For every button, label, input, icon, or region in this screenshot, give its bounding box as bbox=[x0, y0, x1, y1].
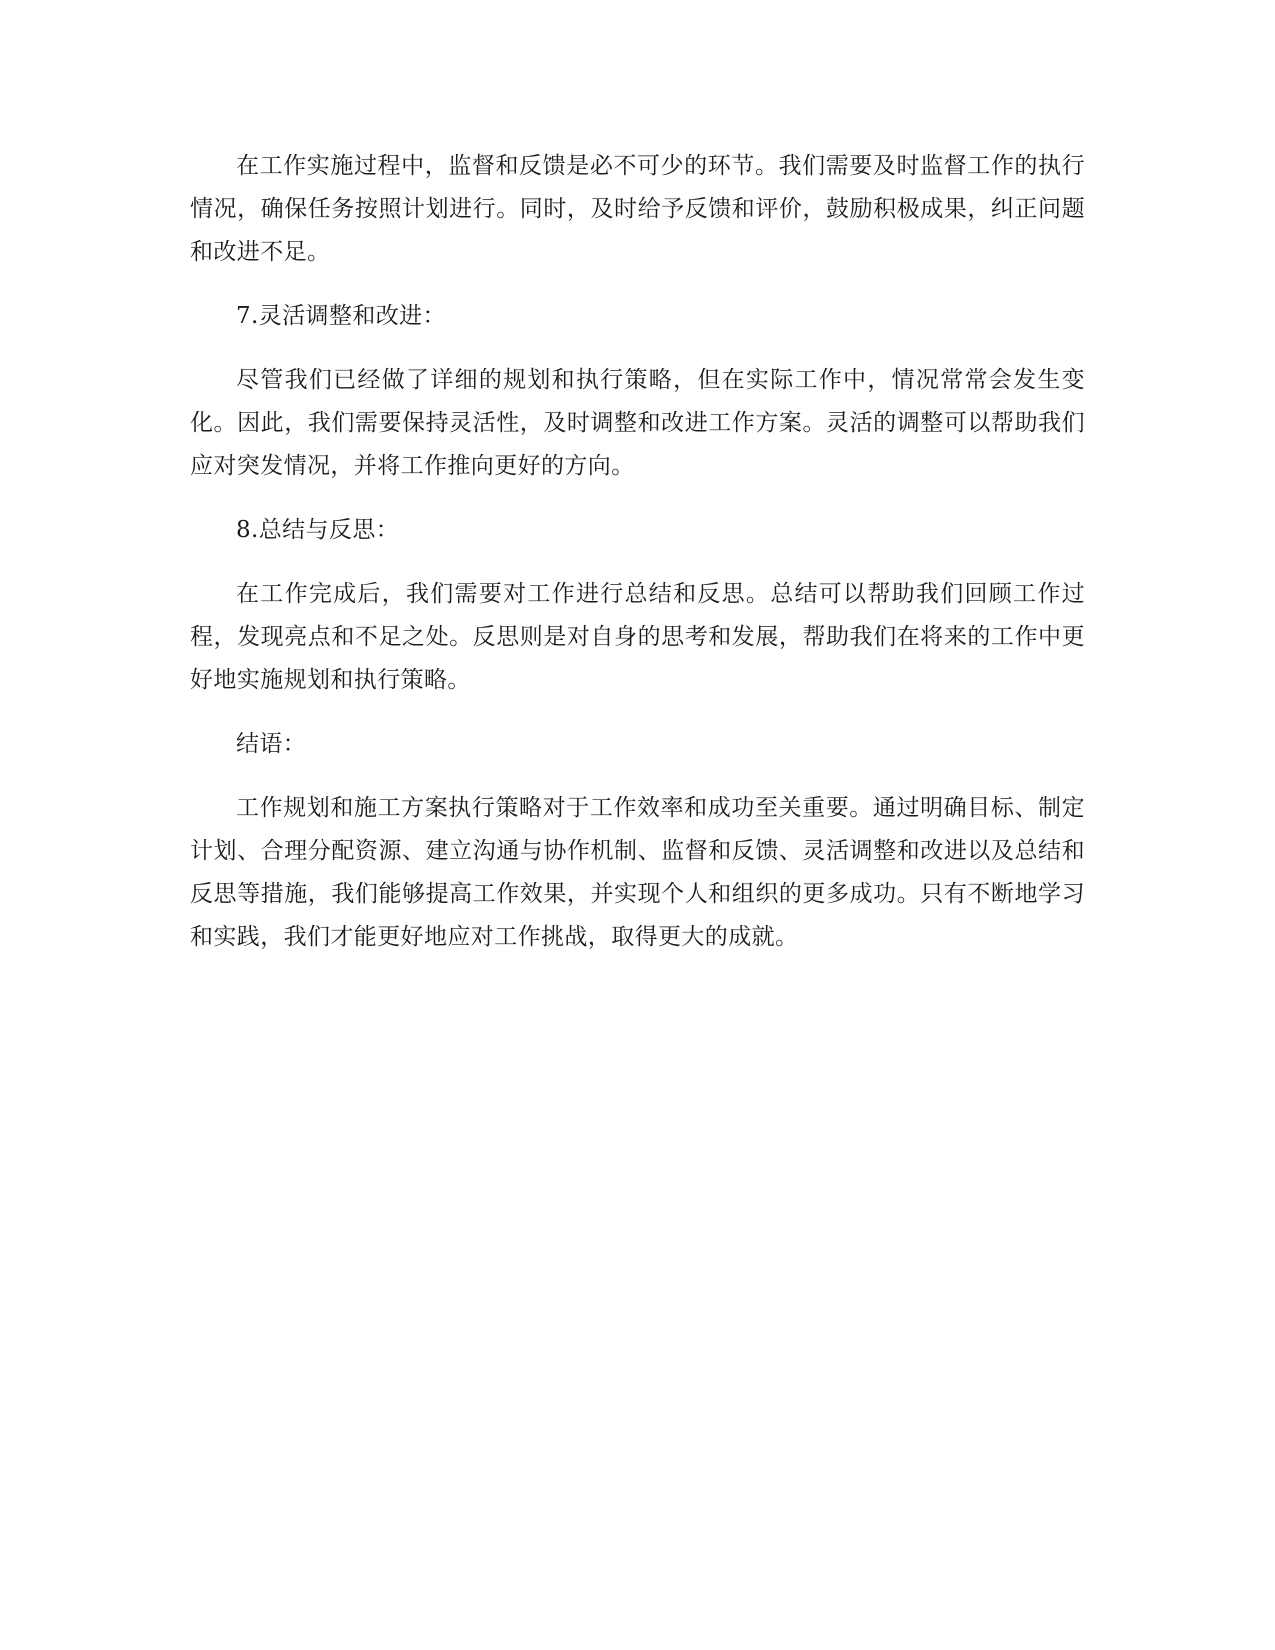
paragraph-flexible-adjustment: 尽管我们已经做了详细的规划和执行策略，但在实际工作中，情况常常会发生变化。因此，我们需要保持灵活性，及时调整和改进工作方案。灵活的调整可以帮助我们应对突发情况，并将工作推向更好的方向。 bbox=[190, 367, 1085, 479]
paragraph-conclusion: 工作规划和施工方案执行策略对于工作效率和成功至关重要。通过明确目标、制定计划、合理分配资源、建立沟通与协作机制、监督和反馈、灵活调整和改进以及总结和反思等措施，我们能够提高工作效果，并实现个人和组织的更多成功。只有不断地学习和实践，我们才能更好地应对工作挑战，取得更大的成就。 bbox=[190, 795, 1085, 950]
section-heading-conclusion: 结语： bbox=[236, 731, 307, 757]
paragraph-supervision-feedback: 在工作实施过程中，监督和反馈是必不可少的环节。我们需要及时监督工作的执行情况，确保任务按照计划进行。同时，及时给予反馈和评价，鼓励积极成果，纠正问题和改进不足。 bbox=[190, 153, 1085, 265]
document-body bbox=[190, 145, 1085, 980]
section-heading-summary-reflection: 8.总结与反思： bbox=[236, 517, 400, 543]
paragraph-summary-reflection: 在工作完成后，我们需要对工作进行总结和反思。总结可以帮助我们回顾工作过程，发现亮点和不足之处。反思则是对自身的思考和发展，帮助我们在将来的工作中更好地实施规划和执行策略。 bbox=[190, 581, 1085, 693]
section-heading-flexible-adjustment: 7.灵活调整和改进： bbox=[236, 303, 446, 329]
